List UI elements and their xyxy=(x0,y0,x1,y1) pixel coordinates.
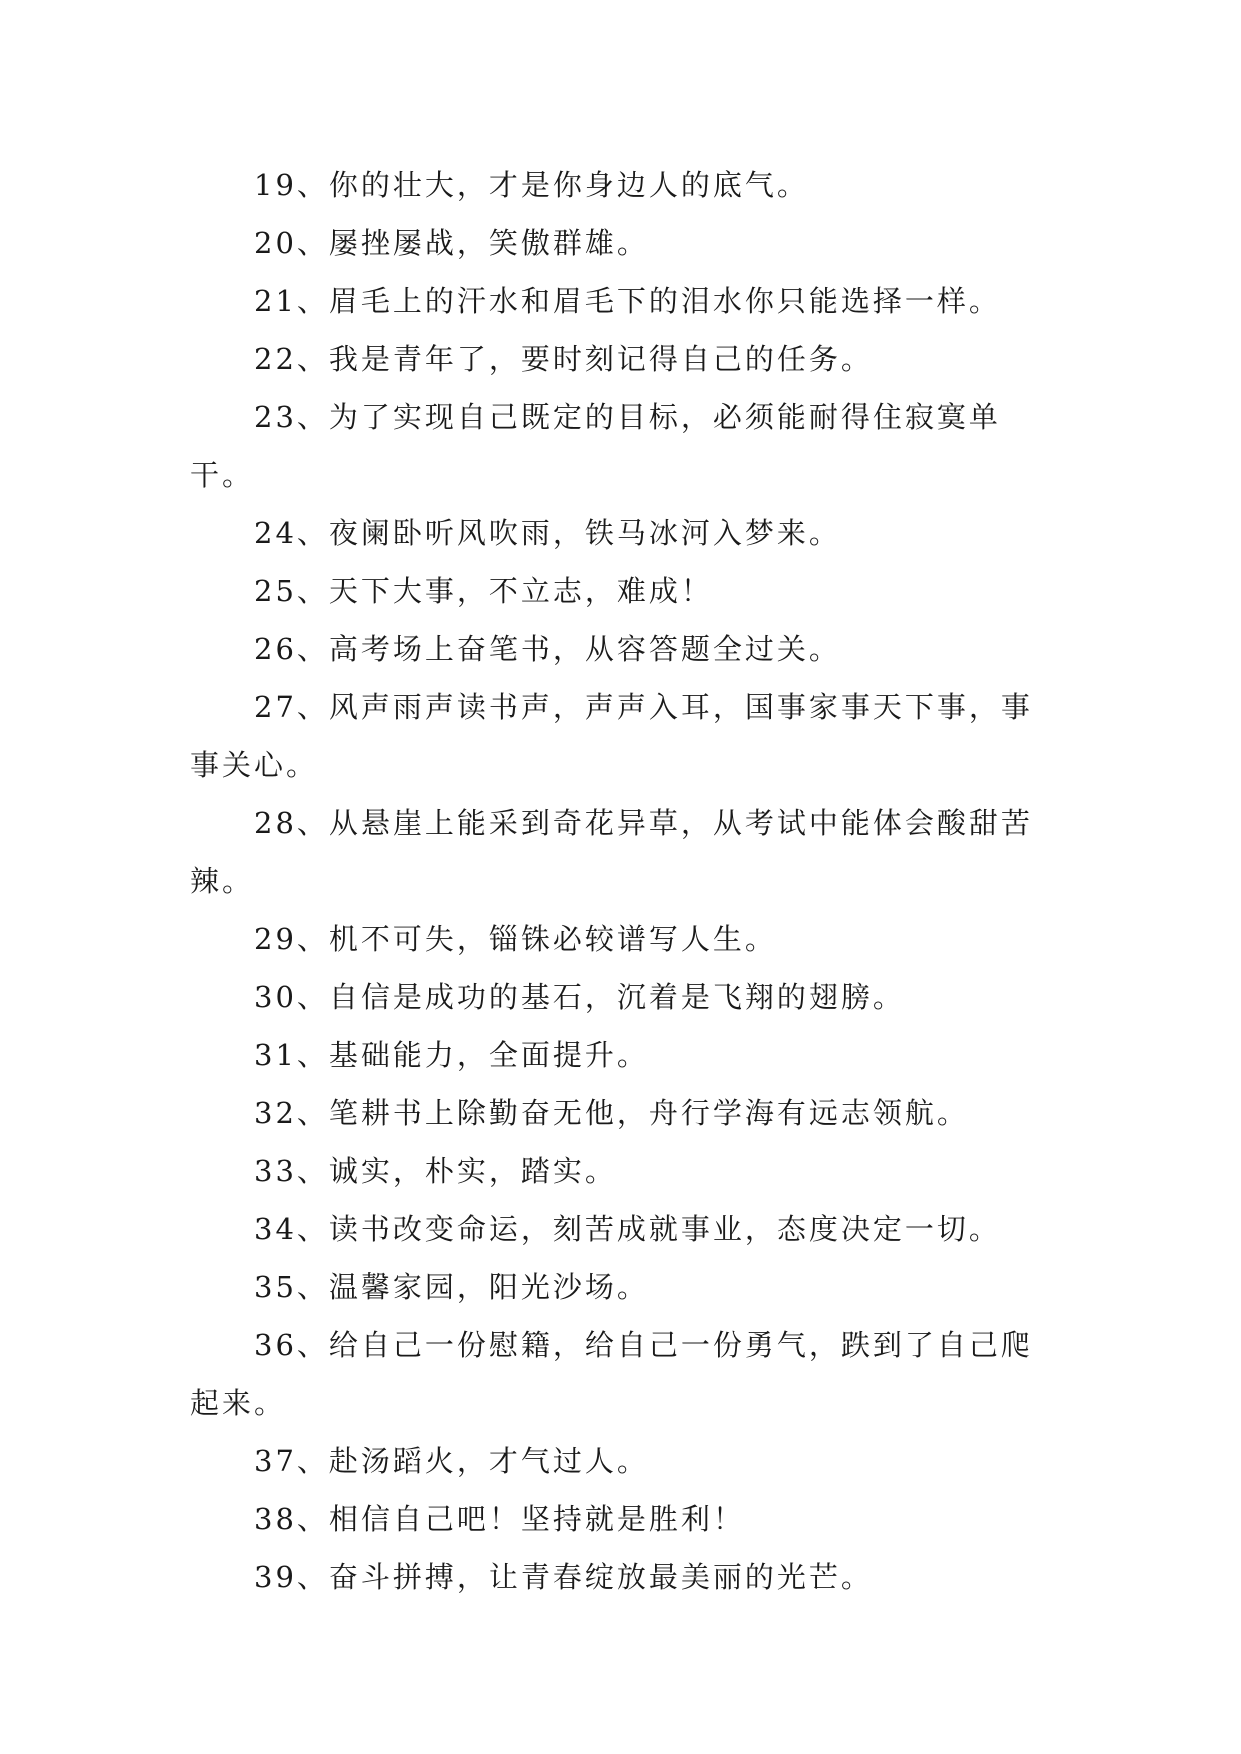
document-body xyxy=(190,156,1050,1606)
paragraph-25: 25、天下大事，不立志，难成！ xyxy=(254,574,713,608)
paragraph-28: 28、从悬崖上能采到奇花异草，从考试中能体会酸甜苦辣。 xyxy=(190,806,1033,898)
paragraph-33: 33、诚实，朴实，踏实。 xyxy=(254,1154,617,1188)
paragraph-35: 35、温馨家园，阳光沙场。 xyxy=(254,1270,649,1304)
paragraph-26: 26、高考场上奋笔书，从容答题全过关。 xyxy=(254,632,841,666)
paragraph-22: 22、我是青年了，要时刻记得自己的任务。 xyxy=(254,342,873,376)
paragraph-34: 34、读书改变命运，刻苦成就事业，态度决定一切。 xyxy=(254,1212,1001,1246)
paragraph-39: 39、奋斗拼搏，让青春绽放最美丽的光芒。 xyxy=(254,1560,873,1594)
paragraph-32: 32、笔耕书上除勤奋无他，舟行学海有远志领航。 xyxy=(254,1096,969,1130)
paragraph-24: 24、夜阑卧听风吹雨，铁马冰河入梦来。 xyxy=(254,516,841,550)
paragraph-38: 38、相信自己吧！坚持就是胜利！ xyxy=(254,1502,745,1536)
paragraph-37: 37、赴汤蹈火，才气过人。 xyxy=(254,1444,649,1478)
paragraph-29: 29、机不可失，锱铢必较谱写人生。 xyxy=(254,922,777,956)
paragraph-31: 31、基础能力，全面提升。 xyxy=(254,1038,649,1072)
paragraph-21: 21、眉毛上的汗水和眉毛下的泪水你只能选择一样。 xyxy=(254,284,1001,318)
paragraph-20: 20、屡挫屡战，笑傲群雄。 xyxy=(254,226,649,260)
paragraph-19: 19、你的壮大，才是你身边人的底气。 xyxy=(254,168,809,202)
paragraph-23: 23、为了实现自己既定的目标，必须能耐得住寂寞单干。 xyxy=(190,400,1001,492)
paragraph-30: 30、自信是成功的基石，沉着是飞翔的翅膀。 xyxy=(254,980,905,1014)
paragraph-27: 27、风声雨声读书声，声声入耳，国事家事天下事，事事关心。 xyxy=(190,690,1033,782)
paragraph-36: 36、给自己一份慰籍，给自己一份勇气，跌到了自己爬起来。 xyxy=(190,1328,1033,1420)
